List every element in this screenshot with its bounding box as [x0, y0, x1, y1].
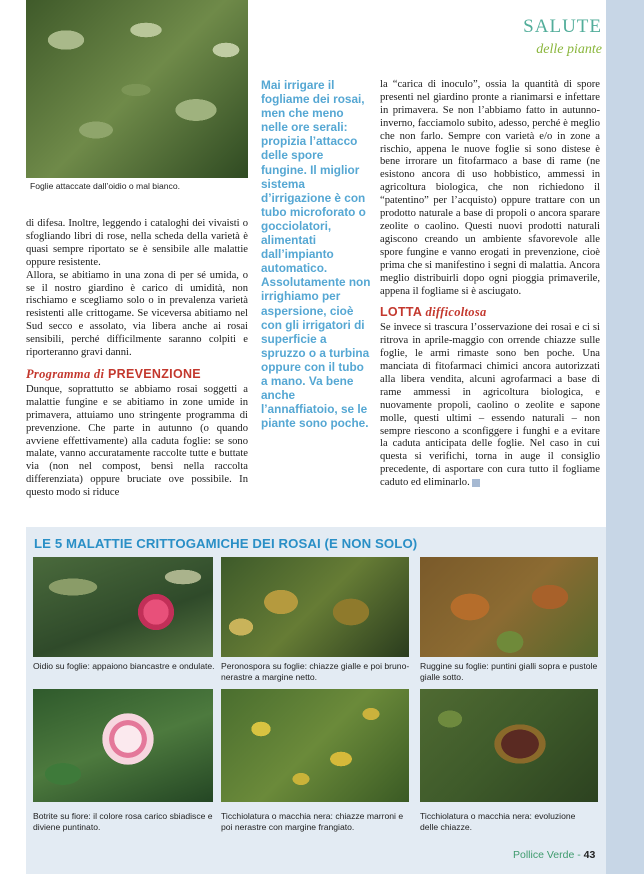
heading-lotta: LOTTA difficoltosa	[380, 305, 487, 320]
peronospora-photo	[221, 557, 409, 657]
pull-quote: Mai irrigare il fogliame dei rosai, men che meno nelle ore serali: propizia l’attacco delle spore fungine. Il miglior sistema d’irrigazione è con tubo microforato o gocciolatori, alimentati dall’impianto automatico. Assolutamente non irrighiamo per aspersione, cioè con gli irrigatori di superficie a spruzzo o a turbina oppure con il tubo a mano. Va bene anche l’annaffiatoio, se le piante sono poche.	[261, 78, 371, 431]
right-column	[380, 79, 600, 490]
ticchiolatura-photo	[221, 689, 409, 802]
heading-prevenzione: Programma di PREVENZIONE	[26, 366, 201, 381]
disease-gallery	[26, 527, 606, 874]
left-paragraph-1: di difesa. Inoltre, leggendo i cataloghi dei vivaisti o sfogliando libri di rose, nella scheda della varietà è quasi sempre riportato se è sensibile alle malattie oppure resistente.	[26, 218, 248, 268]
left-column	[26, 218, 248, 500]
caption-oidio: Oidio su foglie: appaiono biancastre e ondulate.	[33, 661, 215, 671]
left-paragraph-2: Allora, se abitiamo in una zona di per sé umida, o se il nostro giardino è carico di umidità, non rischiamo e scegliamo solo o in prevalenza varietà resistenti alle crittogame. Se viceversa abitiamo nel Sud secco e assolato, via libera anche ai rosai sensibili, perché difficilmente saranno colpiti e riporteranno gravi danni.	[26, 269, 248, 359]
page-footer: Pollice Verde - 43	[513, 849, 596, 861]
oidio-photo	[33, 557, 213, 657]
photo-caption: Foglie attaccate dall’oidio o mal bianco.	[30, 181, 181, 191]
ticchiolatura-evolution-photo	[420, 689, 598, 802]
botrite-photo	[33, 689, 213, 802]
section-tag	[470, 16, 602, 58]
caption-botrite: Botrite su fiore: il colore rosa carico sbiadisce e diviene puntinato.	[33, 811, 213, 832]
section-title: SALUTE	[523, 16, 602, 37]
end-square-icon	[472, 479, 480, 487]
left-paragraph-3: Dunque, soprattutto se abbiamo rosai soggetti a malattie fungine e se abitiamo in zone umide in primavera, attuiamo uno stringente programma di prevenzione. Che parte in autunno (o quando avviene effettivamente) alla caduta foglie: se sono malate, vanno accuratamente raccolte tutte e buttate via (non nel compost, bensì nella raccolta differenziata) oppure bruciate ove possibile. In questo modo si riduce	[26, 383, 248, 499]
powdery-mildew-leaves-photo	[26, 0, 248, 178]
right-paragraph-2: Se invece si trascura l’osservazione dei rosai e ci si ritrova in aprile-maggio con orrende chiazze sulle foglie, le armi rimaste sono ben poche. Una manciata di fitofarmaci chimici ancora autorizzati alla libera vendita, alcuni agrofarmaci a base di rame ammessi in agricoltura biologica, e nuovamente propoli, caolino o zeolite e sapone molle, questi ultimi – essendo naturali – non sempre riescono a sconfiggere i funghi e a evitare la caduta anticipata delle foglie. Nel caso in cui questa si verifichi, torna in auge il consiglio precedente, di asportare con cura tutto il fogliame caduto ed eliminarlo.	[380, 322, 600, 489]
magazine-name: Pollice Verde	[513, 849, 575, 861]
caption-ticchiolatura-evolution: Ticchiolatura o macchia nera: evoluzione delle chiazze.	[420, 811, 576, 832]
page-side-strip	[606, 0, 644, 874]
caption-peronospora: Peronospora su foglie: chiazze gialle e poi bruno-nerastre a margine netto.	[221, 661, 410, 682]
caption-ticchiolatura: Ticchiolatura o macchia nera: chiazze marroni e poi nerastre con margine frangiato.	[221, 811, 404, 832]
page-number: 43	[583, 849, 596, 861]
right-paragraph-1: la “carica di inoculo”, ossia la quantità di spore presenti nel giardino pronte a rianimarsi e infettare in primavera. Se non l’abbiamo fatto in autunno-inverno, facciamolo subito, adesso, perché è meglio che non farlo. Sempre con varietà e/o in zone a rischio, appena le nuove foglie si sono distese è bene irrorare un fitofarmaco a base di rame (ne esistono ancora di uso hobbistico, ammessi in agricoltura biologica, che non richiedono il “patentino” per l’acquisto) oppure trattare con un prodotto naturale a base di propoli o ancora sparare zeolite o caolino. Questi nuovi prodotti naturali agiscono creando un ambiente sfavorevole alle spore fungine e vanno erogati in prevenzione, cioè prima che si manifestino i segni di malattia. Ancora meglio distribuirli dopo ogni pioggia primaverile, appena il fogliame si è asciugato.	[380, 79, 600, 297]
gallery-title: LE 5 MALATTIE CRITTOGAMICHE DEI ROSAI (E NON SOLO)	[34, 536, 418, 551]
caption-ruggine: Ruggine su foglie: puntini gialli sopra e pustole gialle sotto.	[420, 661, 598, 682]
section-subtitle: delle piante	[536, 42, 602, 57]
ruggine-photo	[420, 557, 598, 657]
